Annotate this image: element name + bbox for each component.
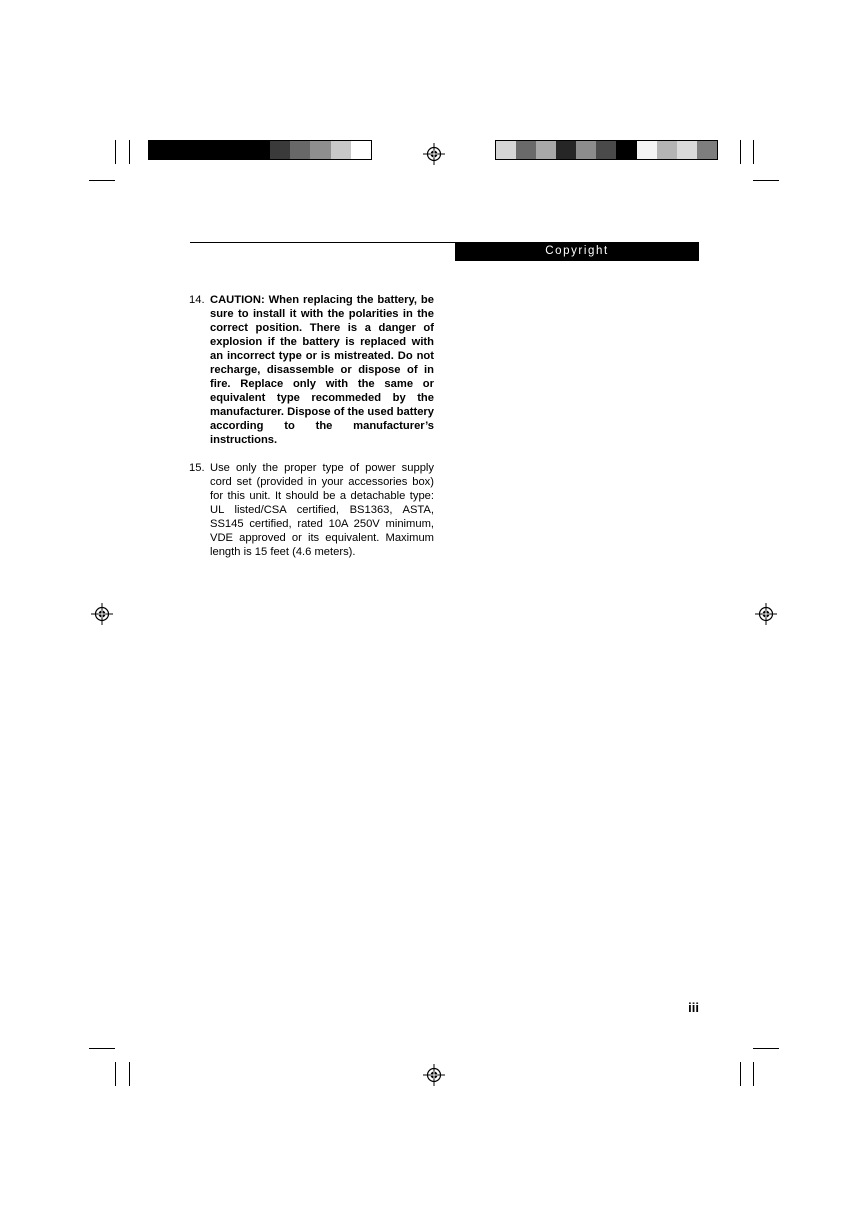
color-swatch [516,141,536,159]
color-bar-left [148,140,372,160]
crop-mark-line [129,140,130,164]
list-item-15 [189,461,434,559]
color-swatch [536,141,556,159]
section-title: Copyright [455,242,699,261]
color-swatch [210,141,230,159]
color-swatch [169,141,189,159]
color-swatch [657,141,677,159]
list-item-14 [189,293,434,447]
color-swatch [290,141,310,159]
header-rule [190,242,456,243]
color-swatch [697,141,717,159]
crop-mark-line [115,1062,116,1086]
color-swatch [351,141,371,159]
crop-mark-line [753,1062,754,1086]
registration-mark-icon [423,143,445,165]
crop-mark-line [115,140,116,164]
item-number: 14. [189,294,205,306]
color-swatch [270,141,290,159]
color-swatch [149,141,169,159]
page-number: iii [688,1000,699,1015]
crop-mark-line [740,1062,741,1086]
registration-mark-icon [755,603,777,625]
color-swatch [677,141,697,159]
color-swatch [576,141,596,159]
color-swatch [496,141,516,159]
item-text: Use only the proper type of power supply cord set (provided in your accessories box) for this unit. It should be a detachable type: UL listed/CSA certified, BS1363, ASTA, SS145 certified, rated 10A 250V minimum, VDE approved or its equivalent. Maximum length is 15 feet (4.6 meters). [210,462,434,558]
crop-mark-line [89,1048,115,1049]
item-number: 15. [189,462,205,474]
crop-mark-line [753,180,779,181]
crop-mark-line [740,140,741,164]
color-swatch [250,141,270,159]
registration-mark-icon [423,1064,445,1086]
color-swatch [310,141,330,159]
color-swatch [189,141,209,159]
color-swatch [230,141,250,159]
item-text: CAUTION: When replacing the battery, be sure to install it with the polarities in the correct position. There is a danger of explosion if the battery is replaced with an incorrect type or is mistreated. Do not recharge, disassemble or dispose of in fire. Replace only with the same or equivalent type recommeded by the manufacturer. Dispose of the used battery according to the manufacturer’s instructions. [210,294,434,446]
crop-mark-line [753,1048,779,1049]
crop-mark-line [753,140,754,164]
color-swatch [331,141,351,159]
crop-mark-line [129,1062,130,1086]
color-bar-right [495,140,718,160]
registration-mark-icon [91,603,113,625]
color-swatch [596,141,616,159]
color-swatch [616,141,636,159]
crop-mark-line [89,180,115,181]
color-swatch [556,141,576,159]
color-swatch [637,141,657,159]
